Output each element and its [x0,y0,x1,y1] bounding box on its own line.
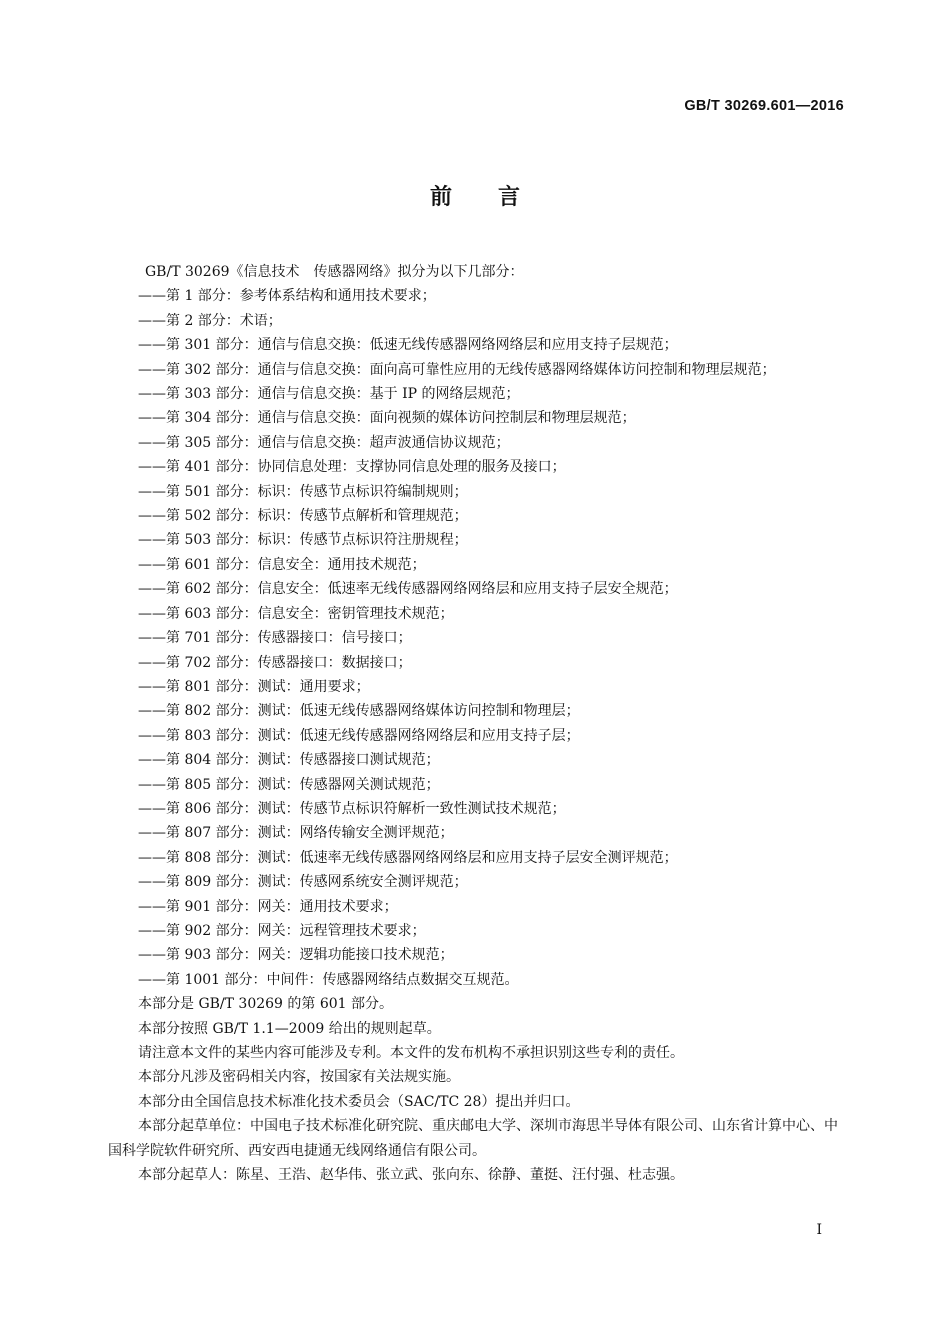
part-list-item: ——第 602 部分：信息安全：低速率无线传感器网络网络层和应用支持子层安全规范； [138,581,678,598]
standard-code: GB/T 30269.601—2016 [684,98,844,114]
foreword-paragraph: 请注意本文件的某些内容可能涉及专利。本文件的发布机构不承担识别这些专利的责任。 [138,1045,684,1061]
page-title: 前言 [429,185,566,210]
intro-line: GB/T 30269《信息技术 传感器网络》拟分为以下几部分： [145,264,524,280]
foreword-paragraph: 本部分起草单位：中国电子技术标准化研究院、重庆邮电大学、深圳市海思半导体有限公司、山东省计算中心、中国科学院软件研究所、西安西电捷通无线网络通信有限公司。 [108,1118,838,1159]
part-list-item: ——第 501 部分：标识：传感节点标识符编制规则； [138,483,468,500]
foreword-paragraph: 本部分凡涉及密码相关内容，按国家有关法规实施。 [138,1069,460,1086]
part-list-item: ——第 805 部分：测试：传感器网关测试规范； [138,776,440,793]
part-list-item: ——第 304 部分：通信与信息交换：面向视频的媒体访问控制层和物理层规范； [138,410,636,427]
part-list-item: ——第 807 部分：测试：网络传输安全测评规范； [138,825,454,842]
part-list-item: ——第 305 部分：通信与信息交换：超声波通信协议规范； [138,434,510,451]
part-list-item: ——第 702 部分：传感器接口：数据接口； [138,654,412,671]
foreword-paragraph: 本部分按照 GB/T 1.1—2009 给出的规则起草。 [138,1020,441,1037]
part-list-item: ——第 808 部分：测试：低速率无线传感器网络网络层和应用支持子层安全测评规范； [138,849,678,866]
part-list-item: ——第 1 部分：参考体系结构和通用技术要求； [138,288,436,305]
part-list-item: ——第 803 部分：测试：低速无线传感器网络网络层和应用支持子层； [138,727,580,744]
part-list-item: ——第 802 部分：测试：低速无线传感器网络媒体访问控制和物理层； [138,703,580,720]
part-list-item: ——第 801 部分：测试：通用要求； [138,678,370,695]
part-list-item: ——第 601 部分：信息安全：通用技术规范； [138,556,426,573]
part-list-item: ——第 1001 部分：中间件：传感器网络结点数据交互规范。 [138,971,519,988]
foreword-paragraph: 本部分是 GB/T 30269 的第 601 部分。 [138,996,394,1013]
foreword-body [108,260,844,1187]
part-list-item: ——第 603 部分：信息安全：密钥管理技术规范； [138,605,454,622]
part-list-item: ——第 2 部分：术语； [138,312,282,329]
part-list-item: ——第 302 部分：通信与信息交换：面向高可靠性应用的无线传感器网络媒体访问控制和物理层规范； [138,361,776,378]
part-list-item: ——第 809 部分：测试：传感网系统安全测评规范； [138,874,468,891]
part-list-item: ——第 903 部分：网关：逻辑功能接口技术规范； [138,947,454,964]
part-list-item: ——第 701 部分：传感器接口：信号接口； [138,630,412,647]
part-list-item: ——第 804 部分：测试：传感器接口测试规范； [138,752,440,769]
foreword-paragraph: 本部分起草人：陈星、王浩、赵华伟、张立武、张向东、徐静、董挺、汪付强、杜志强。 [138,1167,684,1184]
part-list-item: ——第 503 部分：标识：传感节点标识符注册规程； [138,532,468,549]
part-list-item: ——第 303 部分：通信与信息交换：基于 IP 的网络层规范； [138,386,520,403]
foreword-paragraph: 本部分由全国信息技术标准化技术委员会（SAC/TC 28）提出并归口。 [138,1093,580,1110]
page-number: I [816,1222,822,1238]
part-list-item: ——第 301 部分：通信与信息交换：低速无线传感器网络网络层和应用支持子层规范； [138,337,678,354]
part-list-item: ——第 806 部分：测试：传感节点标识符解析一致性测试技术规范； [138,800,566,817]
part-list-item: ——第 502 部分：标识：传感节点解析和管理规范； [138,508,468,525]
part-list-item: ——第 401 部分：协同信息处理：支撑协同信息处理的服务及接口； [138,459,566,476]
part-list-item: ——第 902 部分：网关：远程管理技术要求； [138,922,426,939]
paragraph-list [108,992,844,1187]
parts-list [138,284,844,992]
part-list-item: ——第 901 部分：网关：通用技术要求； [138,898,398,915]
